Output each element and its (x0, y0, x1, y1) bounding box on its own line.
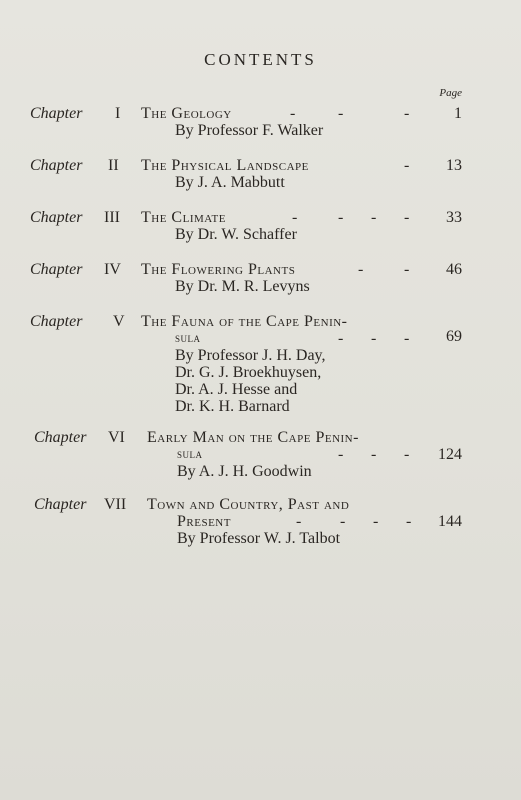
leader-dash: - (404, 157, 410, 174)
page-number: 144 (438, 513, 462, 530)
chapter-title: The Geology (141, 105, 232, 122)
chapter-title: The Flowering Plants (141, 261, 296, 278)
chapter-title: The Fauna of the Cape Penin- (141, 313, 348, 330)
leader-dash: - (338, 446, 344, 463)
chapter-author: By Professor W. J. Talbot (177, 530, 341, 547)
chapter-number: II (108, 157, 119, 174)
leader-dash: - (338, 209, 344, 226)
chapter-label: Chapter (30, 209, 83, 226)
page-number: 124 (438, 446, 462, 463)
chapter-author: By Dr. M. R. Levyns (175, 278, 310, 295)
chapter-number: V (113, 313, 125, 330)
leader-dash: - (404, 446, 410, 463)
leader-dash: - (290, 105, 296, 122)
chapter-title-continued: sula (177, 446, 203, 461)
leader-dash: - (338, 330, 344, 347)
page-column-header: Page (439, 87, 462, 99)
chapter-label: Chapter (30, 105, 83, 122)
chapter-title-continued: sula (175, 330, 201, 345)
leader-dash: - (404, 105, 410, 122)
leader-dash: - (406, 513, 412, 530)
chapter-label: Chapter (34, 429, 87, 446)
leader-dash: - (340, 513, 346, 530)
page-number: 13 (446, 157, 462, 174)
chapter-author: By J. A. Mabbutt (175, 174, 285, 191)
chapter-number: I (115, 105, 121, 122)
leader-dash: - (404, 261, 410, 278)
page-number: 33 (446, 209, 462, 226)
chapter-number: IV (104, 261, 121, 278)
chapter-title: The Physical Landscape (141, 157, 309, 174)
chapter-author: Dr. A. J. Hesse and (175, 381, 298, 398)
leader-dash: - (338, 105, 344, 122)
leader-dash: - (371, 209, 377, 226)
leader-dash: - (404, 330, 410, 347)
chapter-label: Chapter (30, 157, 83, 174)
chapter-author: Dr. K. H. Barnard (175, 398, 290, 415)
chapter-number: VII (104, 496, 127, 513)
page-number: 1 (454, 105, 462, 122)
chapter-label: Chapter (30, 261, 83, 278)
chapter-title: The Climate (141, 209, 226, 226)
leader-dash: - (371, 330, 377, 347)
chapter-author: Dr. G. J. Broekhuysen, (175, 364, 322, 381)
leader-dash: - (292, 209, 298, 226)
leader-dash: - (296, 513, 302, 530)
chapter-title-continued: Present (177, 513, 231, 530)
chapter-title: Early Man on the Cape Penin- (147, 429, 359, 446)
page-number: 46 (446, 261, 462, 278)
chapter-label: Chapter (34, 496, 87, 513)
leader-dash: - (358, 261, 364, 278)
leader-dash: - (373, 513, 379, 530)
chapter-author: By Professor F. Walker (175, 122, 324, 139)
chapter-number: III (104, 209, 120, 226)
chapter-label: Chapter (30, 313, 83, 330)
chapter-number: VI (108, 429, 125, 446)
page-number: 69 (446, 328, 462, 345)
chapter-author: By Professor J. H. Day, (175, 347, 326, 364)
page-title: CONTENTS (204, 50, 317, 69)
chapter-author: By Dr. W. Schaffer (175, 226, 297, 243)
chapter-author: By A. J. H. Goodwin (177, 463, 312, 480)
leader-dash: - (404, 209, 410, 226)
leader-dash: - (371, 446, 377, 463)
chapter-title: Town and Country, Past and (147, 496, 350, 513)
